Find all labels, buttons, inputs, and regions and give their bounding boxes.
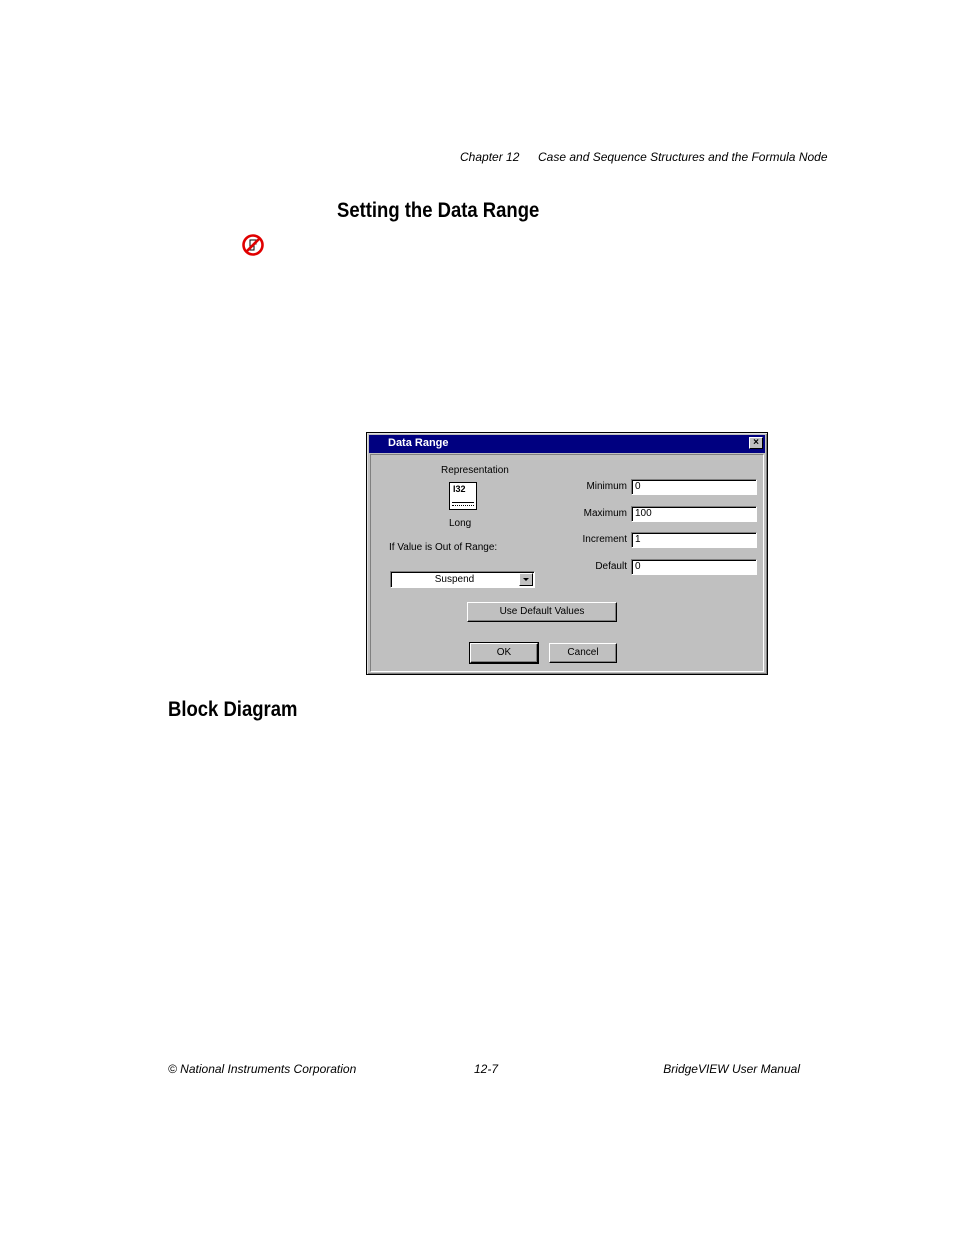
default-label: Default <box>595 561 627 572</box>
chevron-down-icon[interactable] <box>519 573 533 586</box>
use-default-values-button[interactable]: Use Default Values <box>467 602 617 622</box>
representation-value: Long <box>449 518 472 529</box>
increment-input[interactable]: 1 <box>631 532 757 548</box>
cancel-button[interactable]: Cancel <box>549 643 617 663</box>
running-head-chapter: Chapter 12 <box>460 150 520 164</box>
minimum-input[interactable]: 0 <box>631 479 757 495</box>
footer-copyright: © National Instruments Corporation <box>168 1062 357 1076</box>
minimum-label: Minimum <box>586 481 627 492</box>
dialog-title: Data Range <box>388 437 449 449</box>
footer-page-number: 12-7 <box>474 1062 499 1076</box>
section-title-setting-range: Setting the Data Range <box>337 199 540 222</box>
default-input[interactable]: 0 <box>631 559 757 575</box>
out-of-range-value: Suspend <box>434 574 475 585</box>
maximum-input[interactable]: 100 <box>631 506 757 522</box>
running-head-title: Case and Sequence Structures and the Formula Node <box>538 150 828 164</box>
ok-button[interactable]: OK <box>470 643 538 663</box>
footer-manual-title: BridgeVIEW User Manual <box>663 1062 800 1076</box>
representation-icon-bar <box>452 502 474 506</box>
prohibited-note-icon <box>241 233 265 257</box>
representation-label: Representation <box>441 465 509 476</box>
increment-label: Increment <box>582 534 627 545</box>
out-of-range-select[interactable] <box>390 571 535 588</box>
maximum-label: Maximum <box>583 508 627 519</box>
data-range-dialog <box>366 432 768 675</box>
out-of-range-label: If Value is Out of Range: <box>389 542 498 553</box>
section-title-block-diagram: Block Diagram <box>168 698 298 721</box>
representation-icon[interactable] <box>449 482 477 510</box>
dialog-titlebar[interactable] <box>369 435 765 453</box>
close-button[interactable]: × <box>749 437 763 449</box>
representation-icon-text: I32 <box>453 484 466 494</box>
dialog-panel <box>370 454 764 672</box>
